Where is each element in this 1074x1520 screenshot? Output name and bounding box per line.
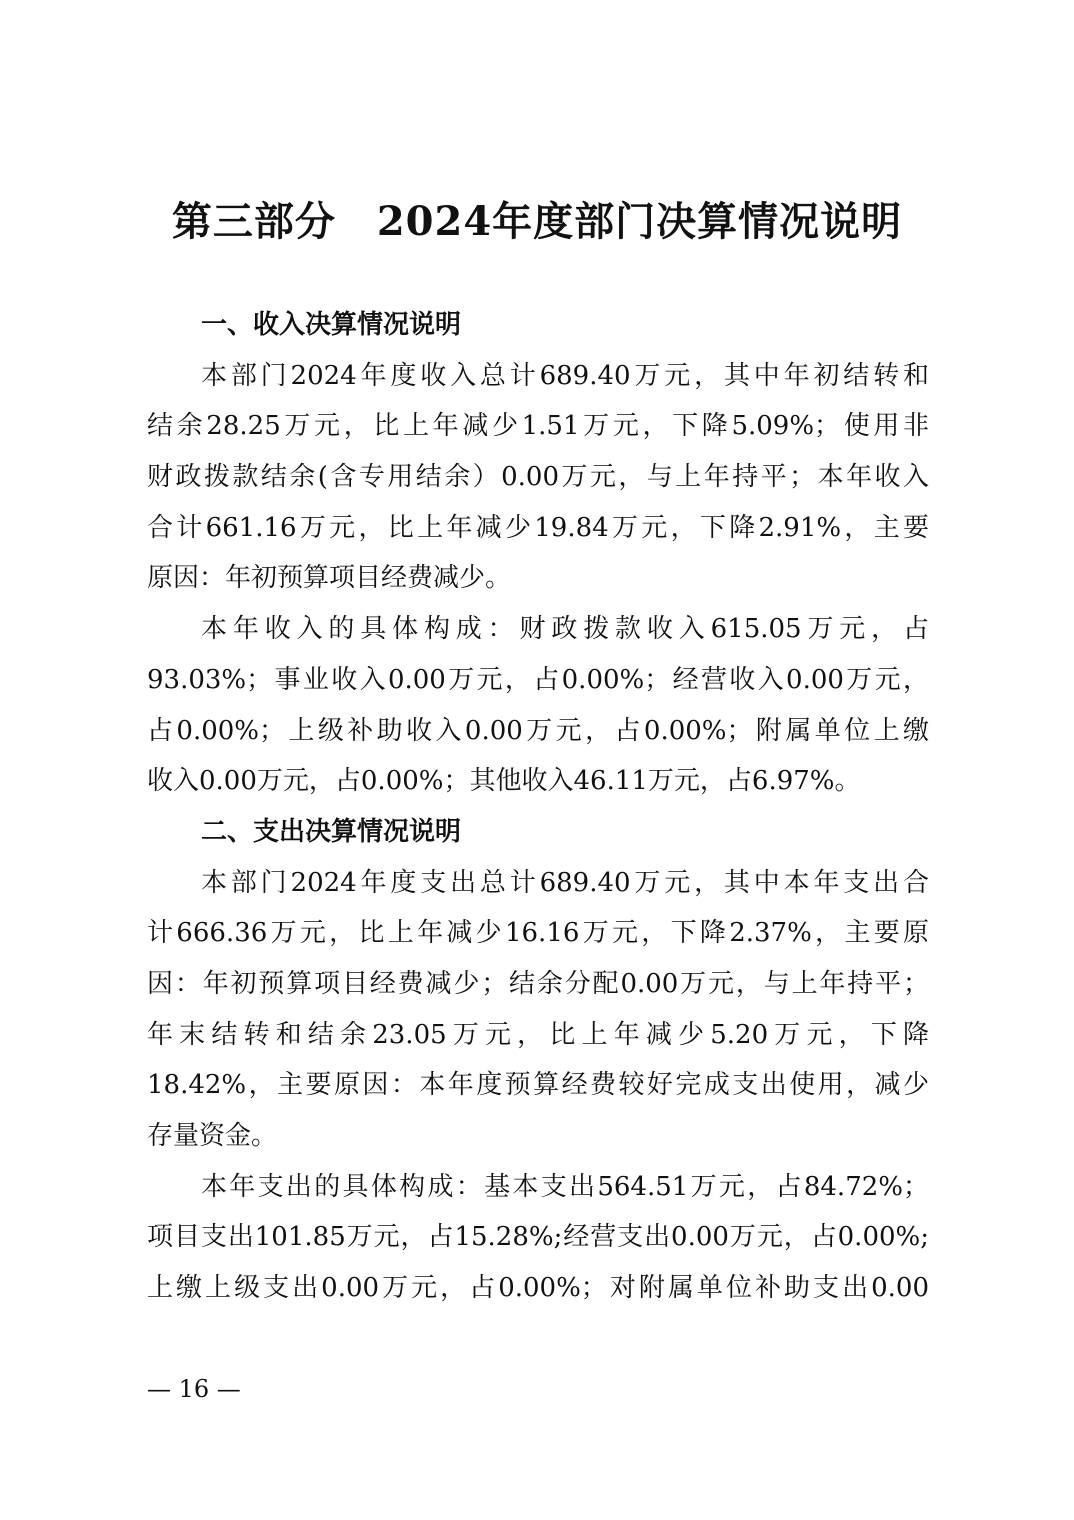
paragraph-line: 上缴上级支出0.00万元，占0.00%；对附属单位补助支出0.00 <box>147 1273 929 1304</box>
paragraph-line: 本部门2024年度支出总计689.40万元，其中本年支出合 <box>201 867 929 898</box>
page-title: 第三部分 2024年度部门决算情况说明 <box>171 198 903 245</box>
paragraph-line: 结余28.25万元，比上年减少1.51万元，下降5.09%；使用非 <box>147 411 929 442</box>
paragraph-line: 财政拨款结余(含专用结余）0.00万元，与上年持平；本年收入 <box>147 462 929 493</box>
paragraph-line: 占0.00%；上级补助收入0.00万元，占0.00%；附属单位上缴 <box>147 715 929 746</box>
paragraph-line: 收入0.00万元，占0.00%；其他收入46.11万元，占6.97%。 <box>147 766 861 797</box>
paragraph-line: 项目支出101.85万元，占15.28%;经营支出0.00万元，占0.00%; <box>147 1222 929 1253</box>
paragraph-line: 年末结转和结余23.05万元，比上年减少5.20万元，下降 <box>147 1019 929 1050</box>
paragraph-line: 合计661.16万元，比上年减少19.84万元，下降2.91%，主要 <box>147 512 929 543</box>
section-heading: 二、支出决算情况说明 <box>201 816 462 847</box>
paragraph-line: 本年支出的具体构成：基本支出564.51万元，占84.72%； <box>201 1171 929 1202</box>
section-heading: 一、收入决算情况说明 <box>201 310 462 340</box>
paragraph-line: 本年收入的具体构成：财政拨款收入615.05万元，占 <box>201 614 929 645</box>
paragraph-line: 93.03%；事业收入0.00万元，占0.00%；经营收入0.00万元， <box>147 664 929 695</box>
page-number: — 16 — <box>147 1375 241 1403</box>
paragraph-line: 存量资金。 <box>147 1121 278 1151</box>
paragraph-line: 因：年初预算项目经费减少；结余分配0.00万元，与上年持平； <box>147 968 929 999</box>
paragraph-line: 本部门2024年度收入总计689.40万元，其中年初结转和 <box>201 360 929 391</box>
paragraph-line: 18.42%，主要原因：本年度预算经费较好完成支出使用，减少 <box>147 1070 929 1101</box>
document-body <box>147 300 929 1314</box>
paragraph-line: 原因：年初预算项目经费减少。 <box>147 563 512 594</box>
paragraph-line: 计666.36万元，比上年减少16.16万元，下降2.37%，主要原 <box>147 918 929 949</box>
